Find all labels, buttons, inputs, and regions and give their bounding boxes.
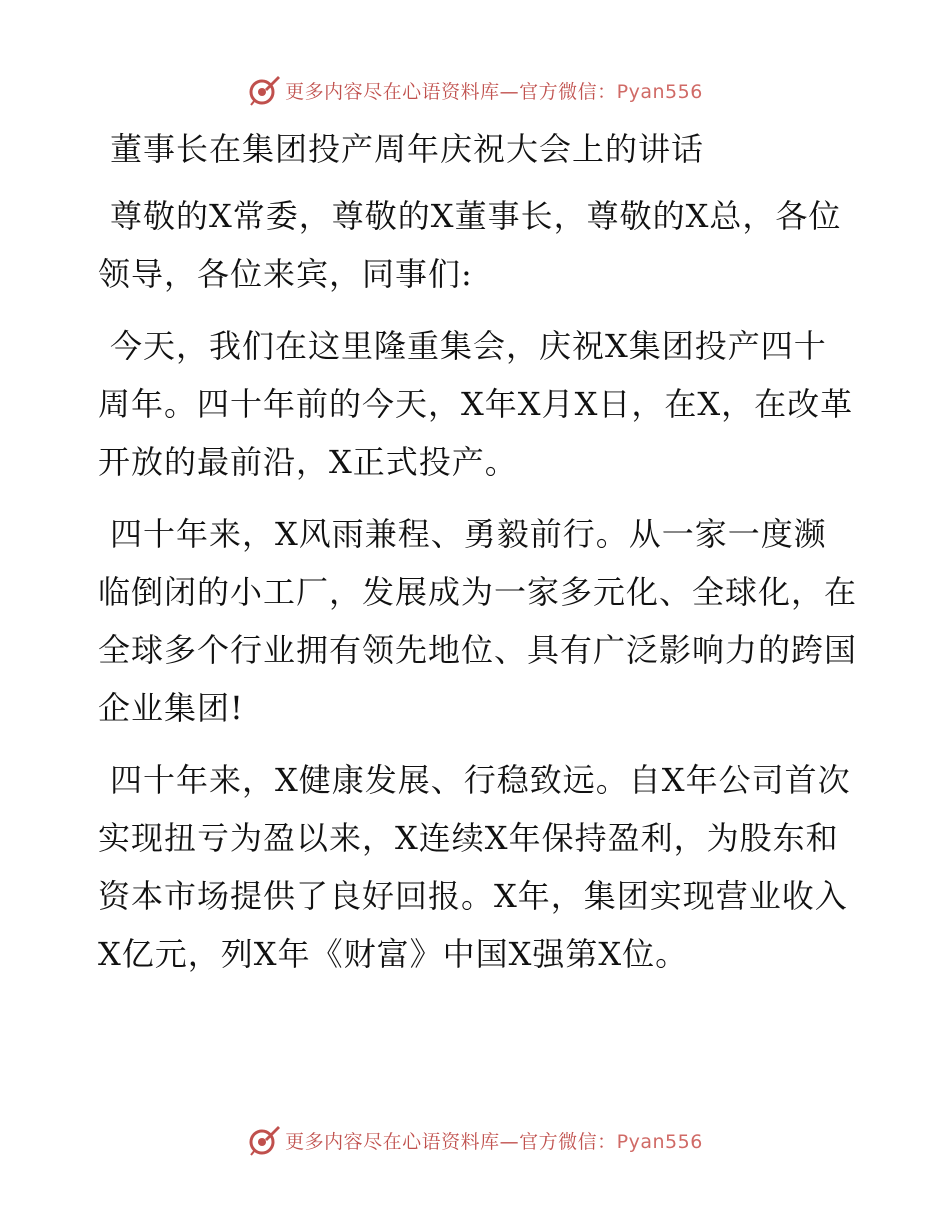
quill-seal-icon xyxy=(247,73,281,107)
banner-wechat-id: Pyan556 xyxy=(616,80,703,103)
document-title: 董事长在集团投产周年庆祝大会上的讲话 xyxy=(110,130,705,168)
banner-slogan: 更多内容尽在心语资料库—官方微信： xyxy=(285,1130,617,1153)
quill-seal-icon xyxy=(247,1123,281,1157)
footer-banner xyxy=(0,1120,950,1160)
paragraph-salutation: 尊敬的X常委，尊敬的X董事长，尊敬的X总，各位领导，各位来宾，同事们: xyxy=(98,197,842,293)
document-body xyxy=(98,125,858,997)
paragraph-opening: 今天，我们在这里隆重集会，庆祝X集团投产四十周年。四十年前的今天，X年X月X日，在X，在改革开放的最前沿，X正式投产。 xyxy=(98,327,854,481)
banner-text xyxy=(285,77,703,104)
paragraph-growth: 四十年来，X风雨兼程、勇毅前行。从一家一度濒临倒闭的小工厂，发展成为一家多元化、全球化，在全球多个行业拥有领先地位、具有广泛影响力的跨国企业集团! xyxy=(98,515,858,727)
banner-slogan: 更多内容尽在心语资料库—官方微信： xyxy=(285,80,617,103)
header-banner xyxy=(0,70,950,110)
banner-wechat-id: Pyan556 xyxy=(616,1130,703,1153)
paragraph-performance: 四十年来，X健康发展、行稳致远。自X年公司首次实现扭亏为盈以来，X连续X年保持盈利，为股东和资本市场提供了良好回报。X年，集团实现营业收入X亿元，列X年《财富》中国X强第X位。 xyxy=(98,761,851,973)
banner-text xyxy=(285,1127,703,1154)
